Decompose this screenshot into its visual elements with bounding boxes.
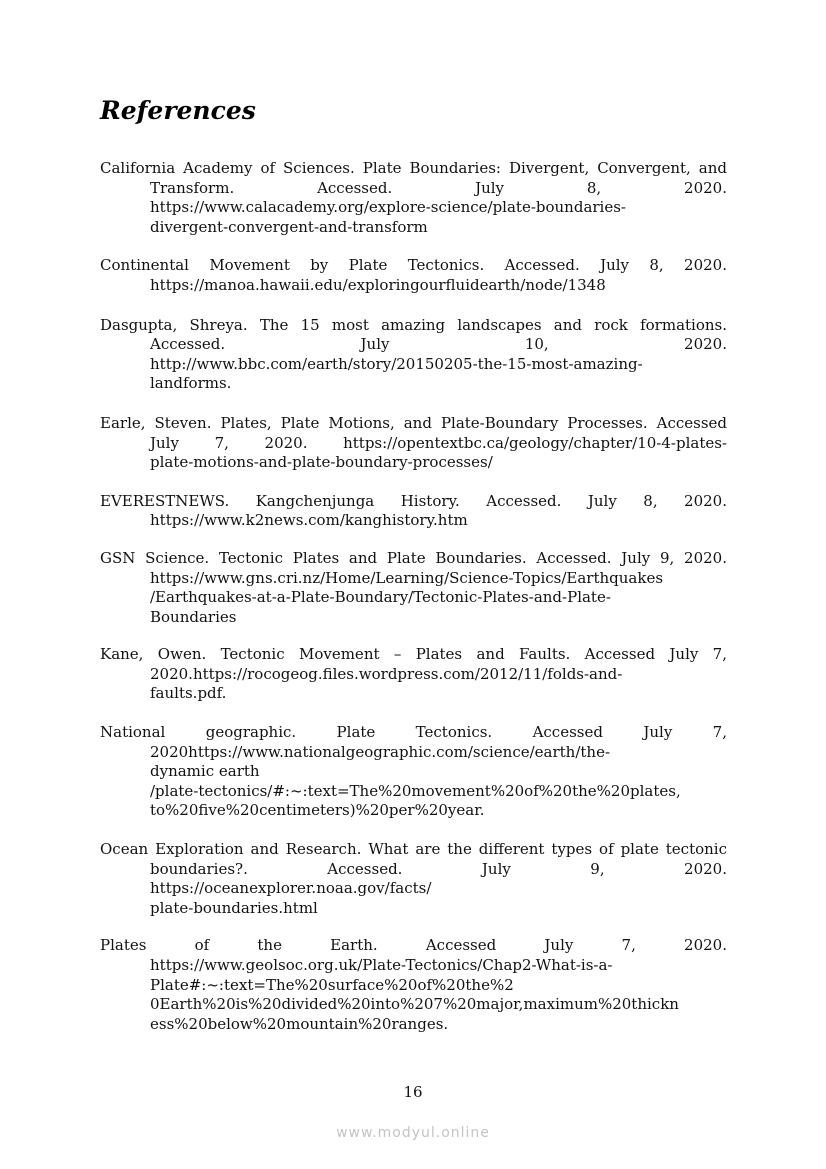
reference-first-line: California Academy of Sciences. Plate Boundaries: Divergent, Convergent, and (100, 159, 727, 177)
reference-continuation-line: ess%20below%20mountain%20ranges. (150, 1014, 449, 1033)
reference-first-line: Continental Movement by Plate Tectonics. Accessed. July 8, 2020. (100, 256, 727, 275)
reference-first-line: Kane, Owen. Tectonic Movement – Plates and Faults. Accessed July 7, (100, 645, 727, 664)
reference-continuation-line: https://www.geolsoc.org.uk/Plate-Tectonics/Chap2-What-is-a- (150, 956, 613, 974)
reference-continuation-line: plate-boundaries.html (150, 898, 318, 917)
reference-continuation-line: Accessed. July 10, 2020. (150, 335, 727, 354)
reference-continuation-line: 2020.https://rocogeog.files.wordpress.com/2012/11/folds-and- (150, 664, 623, 683)
reference-entry (100, 936, 727, 1034)
reference-entry (100, 159, 727, 237)
reference-continuation-line: 2020https://www.nationalgeographic.com/science/earth/the- (150, 742, 611, 761)
reference-entry (100, 256, 727, 295)
reference-entry (100, 645, 727, 704)
reference-continuation-line: https://www.calacademy.org/explore-science/plate-boundaries- (150, 198, 626, 217)
reference-entry (100, 316, 727, 394)
reference-continuation-line: landforms. (150, 374, 232, 393)
reference-continuation-line: https://www.k2news.com/kanghistory.htm (150, 511, 468, 530)
reference-continuation-line: http://www.bbc.com/earth/story/20150205-the-15-most-amazing- (150, 354, 643, 373)
reference-continuation-line: faults.pdf. (150, 684, 227, 703)
reference-entry (100, 549, 727, 627)
reference-entry (100, 723, 727, 821)
page-number: 16 (403, 1083, 423, 1101)
reference-first-line: Dasgupta, Shreya. The 15 most amazing landscapes and rock formations. (100, 315, 727, 334)
reference-first-line: GSN Science. Tectonic Plates and Plate Boundaries. Accessed. July 9, 2020. (100, 548, 727, 567)
reference-continuation-line: https://oceanexplorer.noaa.gov/facts/ (150, 879, 432, 898)
reference-continuation-line: Plate#:~:text=The%20surface%20of%20the%2 (150, 975, 514, 994)
reference-entry (100, 492, 727, 531)
reference-continuation-line: July 7, 2020. https://opentextbc.ca/geology/chapter/10-4-plates- (150, 433, 727, 452)
reference-continuation-line: /plate-tectonics/#:~:text=The%20movement%20of%20the%20plates, (150, 781, 681, 800)
reference-continuation-line: divergent-convergent-and-transform (150, 217, 428, 236)
reference-continuation-line: https://manoa.hawaii.edu/exploringourfluidearth/node/1348 (150, 275, 606, 294)
reference-entry (100, 414, 727, 473)
watermark: www.modyul.online (336, 1125, 490, 1141)
reference-entry (100, 840, 727, 918)
reference-first-line: Plates of the Earth. Accessed July 7, 2020. (100, 936, 727, 955)
page-title: References (100, 96, 256, 125)
reference-continuation-line: boundaries?. Accessed. July 9, 2020. (150, 859, 727, 878)
reference-continuation-line: 0Earth%20is%20divided%20into%207%20major,maximum%20thickn (150, 995, 679, 1014)
reference-continuation-line: plate-motions-and-plate-boundary-processes/ (150, 453, 493, 472)
reference-continuation-line: /Earthquakes-at-a-Plate-Boundary/Tectonic-Plates-and-Plate- (150, 588, 611, 607)
reference-continuation-line: Boundaries (150, 607, 237, 626)
references-list (100, 159, 727, 1034)
reference-first-line: Earle, Steven. Plates, Plate Motions, and Plate-Boundary Processes. Accessed (100, 413, 727, 432)
reference-continuation-line: to%20five%20centimeters)%20per%20year. (150, 801, 485, 820)
reference-continuation-line: Transform. Accessed. July 8, 2020. (150, 178, 727, 197)
reference-continuation-line: dynamic earth (150, 762, 260, 781)
reference-continuation-line: https://www.gns.cri.nz/Home/Learning/Science-Topics/Earthquakes (150, 568, 664, 587)
reference-first-line: National geographic. Plate Tectonics. Accessed July 7, (100, 723, 727, 742)
reference-first-line: EVERESTNEWS. Kangchenjunga History. Accessed. July 8, 2020. (100, 491, 727, 510)
reference-first-line: Ocean Exploration and Research. What are the different types of plate tectonic (100, 840, 727, 859)
